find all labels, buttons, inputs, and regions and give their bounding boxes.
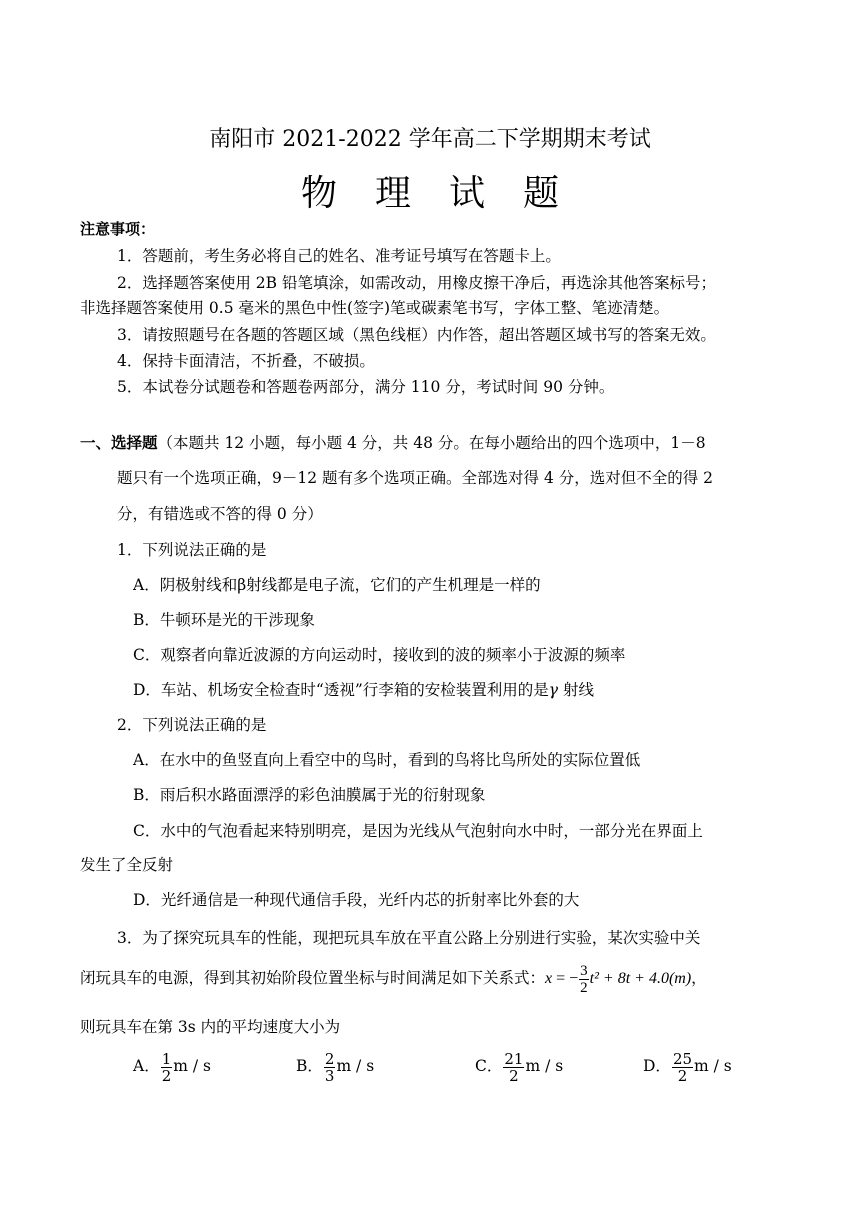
option-fraction — [672, 1051, 693, 1084]
option-unit: m / s — [694, 1057, 732, 1075]
q3-option-c — [475, 1048, 563, 1084]
q3-option-d — [643, 1048, 732, 1084]
q1-option-a: A．阴极射线和β射线都是电子流，它们的产生机理是一样的 — [133, 576, 541, 594]
notice-item: 非选择题答案使用 0.5 毫米的黑色中性(签字)笔或碳素笔书写，字体工整、笔迹清楚。 — [80, 299, 670, 317]
question-3-ask: 则玩具车在第 3s 内的平均速度大小为 — [80, 1018, 341, 1036]
fraction-denominator: 2 — [677, 1066, 688, 1085]
position-formula — [545, 962, 692, 996]
notice-item: 4．保持卡面清洁，不折叠，不破损。 — [117, 352, 375, 370]
notice-heading: 注意事项： — [80, 220, 156, 238]
formula-tail: ， — [691, 969, 707, 987]
formula-fraction — [579, 963, 589, 996]
question-3-stem-formula-line — [80, 958, 707, 998]
subject-title: 物理试题 — [300, 173, 597, 214]
fraction-numerator: 25 — [672, 1049, 693, 1068]
section-description: 题只有一个选项正确，9－12 题有多个选项正确。全部选对得 4 分，选对但不全的得 2 — [117, 469, 714, 487]
fraction-numerator: 1 — [161, 1049, 172, 1068]
option-fraction — [503, 1051, 524, 1084]
q2-option-b: B．雨后积水路面漂浮的彩色油膜属于光的衍射现象 — [133, 786, 486, 804]
notice-item: 3．请按照题号在各题的答题区域（黑色线框）内作答，超出答题区域书写的答案无效。 — [117, 326, 716, 344]
section-header — [80, 431, 706, 453]
section-description: 分，有错选或不答的得 0 分） — [117, 505, 323, 523]
section-description: （本题共 12 小题，每小题 4 分，共 48 分。在每小题给出的四个选项中，1－8 — [157, 434, 706, 452]
fraction-denominator: 2 — [580, 979, 588, 996]
formula-x: x — [545, 970, 553, 987]
q1-option-d-text: D．车站、机场安全检查时“透视”行李箱的安检装置利用的是 — [133, 681, 549, 699]
question-2-stem: 2．下列说法正确的是 — [117, 716, 267, 734]
option-label: C． — [475, 1057, 503, 1075]
q2-option-d: D．光纤通信是一种现代通信手段，光纤内芯的折射率比外套的大 — [133, 891, 580, 909]
q2-option-c-continued: 发生了全反射 — [80, 856, 174, 874]
formula-eq: = − — [552, 970, 579, 987]
exam-title: 南阳市 2021-2022 学年高二下学期期末考试 — [209, 127, 651, 152]
notice-item: 5．本试卷分试题卷和答题卷两部分，满分 110 分，考试时间 90 分钟。 — [117, 378, 615, 396]
fraction-denominator: 2 — [509, 1066, 519, 1085]
notice-item: 1．答题前，考生务必将自己的姓名、准考证号填写在答题卡上。 — [117, 247, 561, 265]
question-1-stem: 1．下列说法正确的是 — [117, 541, 267, 559]
option-unit: m / s — [525, 1057, 564, 1075]
q2-option-c: C．水中的气泡看起来特别明亮，是因为光线从气泡射向水中时，一部分光在界面上 — [133, 822, 703, 840]
q3-option-a — [133, 1048, 211, 1084]
option-label: B． — [296, 1057, 323, 1075]
fraction-numerator: 3 — [580, 962, 588, 979]
q1-option-d — [133, 678, 594, 700]
fraction-denominator: 2 — [161, 1066, 172, 1085]
fraction-numerator: 21 — [504, 1049, 524, 1068]
q1-option-c: C．观察者向靠近波源的方向运动时，接收到的波的频率小于波源的频率 — [133, 646, 626, 664]
q1-option-d-suffix: 射线 — [558, 681, 594, 699]
q3-option-b — [296, 1048, 374, 1084]
notice-item: 2．选择题答案使用 2B 铅笔填涂，如需改动，用橡皮擦干净后，再选涂其他答案标号； — [117, 274, 716, 292]
option-fraction — [324, 1051, 336, 1084]
option-unit: m / s — [173, 1057, 211, 1075]
question-3-stem: 3．为了探究玩具车的性能，现把玩具车放在平直公路上分别进行实验，某次实验中关 — [117, 929, 701, 947]
option-unit: m / s — [336, 1057, 375, 1075]
q2-option-a: A．在水中的鱼竖直向上看空中的鸟时，看到的鸟将比鸟所处的实际位置低 — [133, 751, 641, 769]
section-title: 一、选择题 — [80, 434, 158, 452]
q3-text: 闭玩具车的电源，得到其初始阶段位置坐标与时间满足如下关系式： — [80, 969, 546, 987]
formula-rest: t² + 8t + 4.0(m) — [589, 970, 692, 987]
option-label: A． — [133, 1057, 160, 1075]
option-fraction — [161, 1051, 173, 1084]
fraction-denominator: 3 — [324, 1066, 335, 1085]
option-label: D． — [643, 1057, 671, 1075]
gamma-symbol: γ — [548, 681, 559, 699]
fraction-numerator: 2 — [324, 1049, 335, 1068]
q1-option-b: B．牛顿环是光的干涉现象 — [133, 611, 315, 629]
